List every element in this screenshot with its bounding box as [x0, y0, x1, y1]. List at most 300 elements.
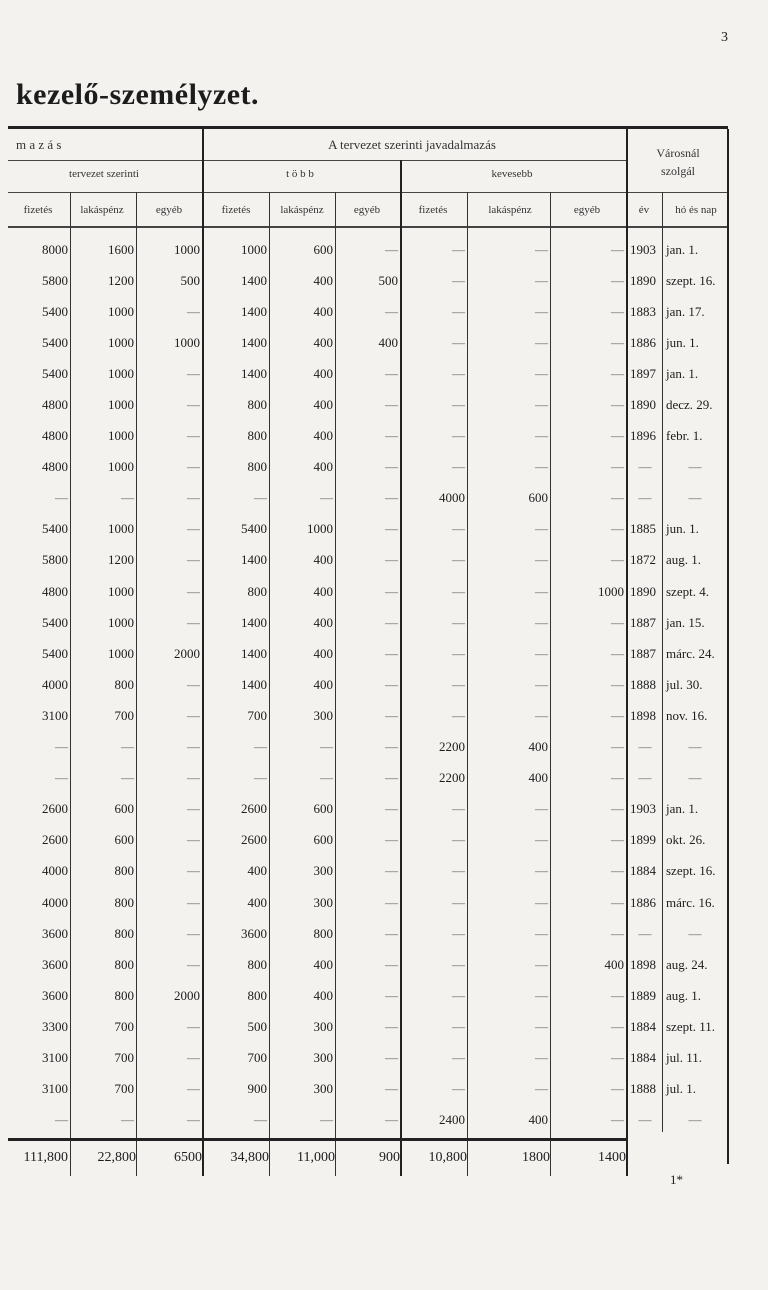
table-cell: —: [611, 241, 624, 257]
table-cell: 1886: [630, 334, 656, 350]
table-cell: —: [611, 770, 624, 786]
table-cell: 1200: [108, 272, 134, 288]
table-cell: 400: [313, 397, 333, 413]
table-cell: 800: [313, 925, 333, 941]
table-cell: 400: [313, 987, 333, 1003]
table-cell: —: [452, 552, 465, 568]
table-cell: 900: [247, 1081, 267, 1097]
table-cell: 800: [114, 676, 134, 692]
header-line-3: [8, 226, 728, 228]
table-cell: —: [187, 521, 200, 537]
table-row: [8, 265, 726, 296]
table-cell: 400: [313, 552, 333, 568]
table-cell: —: [535, 801, 548, 817]
table-cell: —: [611, 365, 624, 381]
table-cell: —: [611, 490, 624, 506]
table-cell: —: [385, 428, 398, 444]
table-cell: 800: [114, 863, 134, 879]
table-cell: 800: [247, 987, 267, 1003]
page-title: kezelő-személyzet.: [16, 78, 260, 111]
table-cell: 700: [114, 707, 134, 723]
table-cell: —: [452, 614, 465, 630]
table-cell: 3600: [42, 925, 68, 941]
table-cell: —: [535, 1018, 548, 1034]
top-rule: [8, 126, 728, 129]
table-cell: 500: [378, 272, 398, 288]
table-cell: 1886: [630, 894, 656, 910]
table-cell: —: [385, 521, 398, 537]
table-cell: —: [452, 334, 465, 350]
table-row: [8, 452, 726, 483]
table-cell: —: [611, 645, 624, 661]
table-cell: —: [611, 987, 624, 1003]
table-cell: —: [535, 956, 548, 972]
table-cell: —: [535, 987, 548, 1003]
table-cell: 600: [313, 832, 333, 848]
table-cell: —: [611, 832, 624, 848]
right-group-title-2: szolgál: [661, 164, 695, 178]
table-cell: —: [385, 925, 398, 941]
table-cell: —: [611, 925, 624, 941]
table-cell: 300: [313, 863, 333, 879]
table-cell: 1899: [630, 832, 656, 848]
table-cell: 3100: [42, 707, 68, 723]
table-cell: 4000: [439, 490, 465, 506]
table-cell: —: [187, 832, 200, 848]
table-cell: —: [55, 739, 68, 755]
table-cell: 5400: [42, 645, 68, 661]
table-cell: —: [452, 676, 465, 692]
table-cell: 1903: [630, 241, 656, 257]
table-cell: —: [452, 707, 465, 723]
table-cell: 1903: [630, 801, 656, 817]
table-cell: 5800: [42, 272, 68, 288]
table-cell: —: [187, 707, 200, 723]
total-cell: 10,800: [428, 1150, 467, 1165]
table-cell: 4800: [42, 397, 68, 413]
table-cell: —: [535, 459, 548, 475]
table-cell: 1400: [241, 334, 267, 350]
table-cell: 800: [247, 397, 267, 413]
table-cell: 500: [247, 1018, 267, 1034]
table-cell: —: [187, 676, 200, 692]
table-cell: —: [452, 303, 465, 319]
table-cell: —: [688, 925, 702, 941]
table-cell: 700: [247, 707, 267, 723]
table-cell: 1000: [108, 614, 134, 630]
col-header: fizetés: [23, 204, 53, 216]
table-row: [8, 1011, 726, 1042]
table-cell: —: [187, 490, 200, 506]
table-cell: —: [55, 1112, 68, 1128]
table-cell: 1884: [630, 863, 656, 879]
table-cell: —: [452, 801, 465, 817]
table-cell: —: [385, 801, 398, 817]
total-cell: 1400: [598, 1150, 626, 1165]
table-cell: 2000: [174, 987, 200, 1003]
col-header: lakáspénz: [488, 204, 532, 216]
table-cell: —: [187, 863, 200, 879]
table-cell: —: [55, 490, 68, 506]
table-cell: —: [320, 770, 333, 786]
table-cell: 1000: [108, 583, 134, 599]
table-cell: 800: [247, 956, 267, 972]
table-cell: szept. 4.: [666, 583, 709, 599]
table-cell: 400: [313, 645, 333, 661]
table-cell: —: [688, 770, 702, 786]
table-cell: —: [611, 459, 624, 475]
table-cell: —: [611, 397, 624, 413]
table-row: [8, 825, 726, 856]
total-cell: 34,800: [230, 1150, 269, 1165]
table-cell: 700: [114, 1081, 134, 1097]
table-cell: 400: [313, 614, 333, 630]
table-cell: 2600: [42, 801, 68, 817]
table-cell: 3600: [241, 925, 267, 941]
table-cell: 400: [313, 428, 333, 444]
table-cell: —: [688, 459, 702, 475]
table-cell: 1000: [108, 645, 134, 661]
table-cell: 1898: [630, 956, 656, 972]
table-cell: jun. 1.: [666, 334, 699, 350]
table-cell: —: [452, 925, 465, 941]
table-cell: —: [187, 365, 200, 381]
table-cell: —: [452, 956, 465, 972]
table-cell: 3600: [42, 987, 68, 1003]
table-cell: 1000: [174, 241, 200, 257]
table-cell: —: [611, 1081, 624, 1097]
table-cell: —: [121, 490, 134, 506]
col-header: hó és nap: [675, 204, 717, 216]
table-cell: jul. 1.: [666, 1081, 696, 1097]
table-cell: —: [535, 925, 548, 941]
table-cell: —: [452, 459, 465, 475]
table-row: [8, 358, 726, 389]
table-cell: —: [452, 365, 465, 381]
less-subgroup: kevesebb: [491, 168, 533, 180]
table-cell: —: [611, 428, 624, 444]
table-cell: 1000: [307, 521, 333, 537]
table-cell: 400: [528, 739, 548, 755]
table-cell: 2000: [174, 645, 200, 661]
table-cell: —: [385, 614, 398, 630]
table-cell: 700: [114, 1018, 134, 1034]
table-cell: —: [535, 365, 548, 381]
table-row: [8, 918, 726, 949]
table-cell: —: [385, 770, 398, 786]
table-cell: —: [535, 303, 548, 319]
table-cell: —: [611, 801, 624, 817]
totals-rule: [8, 1138, 626, 1141]
table-cell: —: [611, 1049, 624, 1065]
table-cell: —: [638, 1112, 652, 1128]
table-cell: 400: [604, 956, 624, 972]
table-cell: —: [452, 894, 465, 910]
table-cell: —: [187, 925, 200, 941]
table-cell: 800: [114, 925, 134, 941]
col-header: egyéb: [155, 204, 183, 216]
table-cell: 700: [114, 1049, 134, 1065]
table-row: [8, 1105, 726, 1136]
table-cell: —: [385, 365, 398, 381]
table-cell: —: [535, 894, 548, 910]
table-row: [8, 794, 726, 825]
table-cell: —: [121, 739, 134, 755]
table-cell: —: [452, 241, 465, 257]
table-cell: 1884: [630, 1018, 656, 1034]
table-cell: 500: [180, 272, 200, 288]
table-cell: —: [385, 863, 398, 879]
table-cell: 1890: [630, 397, 656, 413]
table-cell: —: [688, 1112, 702, 1128]
middle-group-title: A tervezet szerinti javadalmazás: [328, 137, 496, 152]
table-cell: —: [611, 1018, 624, 1034]
table-cell: —: [254, 490, 267, 506]
table-cell: —: [535, 272, 548, 288]
table-cell: —: [611, 863, 624, 879]
table-cell: —: [611, 1112, 624, 1128]
table-row: [8, 576, 726, 607]
table-cell: —: [254, 739, 267, 755]
table-cell: —: [535, 1081, 548, 1097]
table-cell: 400: [313, 303, 333, 319]
table-cell: jan. 1.: [666, 241, 699, 257]
table-cell: 400: [247, 863, 267, 879]
table-cell: —: [385, 241, 398, 257]
col-header: fizetés: [221, 204, 251, 216]
table-cell: —: [638, 739, 652, 755]
table-cell: szept. 11.: [666, 1018, 715, 1034]
table-cell: 3300: [42, 1018, 68, 1034]
table-cell: —: [385, 1112, 398, 1128]
table-cell: jul. 30.: [666, 676, 703, 692]
table-cell: —: [187, 303, 200, 319]
table-cell: 600: [528, 490, 548, 506]
table-cell: jan. 15.: [666, 614, 705, 630]
table-cell: —: [385, 707, 398, 723]
table-cell: 1872: [630, 552, 656, 568]
table-cell: 2600: [241, 832, 267, 848]
table-cell: 8000: [42, 241, 68, 257]
table-cell: —: [187, 1081, 200, 1097]
total-cell: 111,800: [23, 1150, 68, 1165]
total-cell: 6500: [174, 1150, 202, 1165]
table-cell: jan. 17.: [666, 303, 705, 319]
table-cell: —: [187, 428, 200, 444]
table-cell: —: [535, 676, 548, 692]
table-cell: 800: [247, 459, 267, 475]
table-row: [8, 545, 726, 576]
table-row: [8, 887, 726, 918]
table-cell: 300: [313, 1081, 333, 1097]
table-cell: 1400: [241, 272, 267, 288]
table-row: [8, 296, 726, 327]
table-cell: 400: [313, 334, 333, 350]
table-cell: —: [611, 303, 624, 319]
table-cell: jan. 1.: [666, 365, 699, 381]
table-cell: —: [535, 552, 548, 568]
table-cell: —: [187, 1112, 200, 1128]
table-cell: 1000: [108, 397, 134, 413]
table-row: [8, 1074, 726, 1105]
table-cell: 300: [313, 1049, 333, 1065]
table-cell: —: [452, 832, 465, 848]
table-cell: —: [187, 1018, 200, 1034]
table-cell: —: [121, 770, 134, 786]
table-cell: —: [611, 334, 624, 350]
table-cell: —: [535, 241, 548, 257]
table-cell: 1000: [108, 303, 134, 319]
table-cell: decz. 29.: [666, 397, 713, 413]
col-header: egyéb: [573, 204, 601, 216]
table-cell: —: [385, 832, 398, 848]
table-cell: —: [385, 303, 398, 319]
table-cell: 800: [247, 428, 267, 444]
table-cell: 1000: [598, 583, 624, 599]
table-cell: —: [611, 552, 624, 568]
table-cell: aug. 1.: [666, 987, 702, 1003]
table-cell: 4800: [42, 428, 68, 444]
table-cell: 5400: [42, 334, 68, 350]
table-cell: 5400: [42, 303, 68, 319]
table-cell: —: [535, 707, 548, 723]
table-cell: 2200: [439, 739, 465, 755]
table-cell: —: [187, 614, 200, 630]
table-cell: —: [535, 521, 548, 537]
table-cell: —: [187, 1049, 200, 1065]
table-cell: 1000: [108, 459, 134, 475]
table-row: [8, 763, 726, 794]
table-cell: 800: [114, 894, 134, 910]
footer-mark: 1*: [670, 1172, 683, 1187]
table-cell: —: [535, 614, 548, 630]
table-row: [8, 483, 726, 514]
table-cell: —: [638, 770, 652, 786]
table-row: [8, 980, 726, 1011]
table-cell: —: [611, 614, 624, 630]
table-row: [8, 327, 726, 358]
table-cell: —: [452, 397, 465, 413]
table-cell: 600: [114, 832, 134, 848]
table-cell: 1000: [108, 334, 134, 350]
table-cell: 2200: [439, 770, 465, 786]
table-cell: —: [385, 645, 398, 661]
table-cell: 300: [313, 1018, 333, 1034]
table-cell: —: [187, 739, 200, 755]
table-cell: 3600: [42, 956, 68, 972]
data-table: [8, 234, 726, 1136]
table-cell: —: [385, 987, 398, 1003]
col-header: fizetés: [418, 204, 448, 216]
table-cell: —: [688, 490, 702, 506]
table-cell: 600: [313, 241, 333, 257]
table-cell: —: [385, 1018, 398, 1034]
table-cell: 1887: [630, 614, 656, 630]
table-cell: —: [385, 552, 398, 568]
table-cell: —: [535, 645, 548, 661]
table-cell: 5400: [42, 521, 68, 537]
table-cell: 1200: [108, 552, 134, 568]
table-cell: —: [535, 832, 548, 848]
table-row: [8, 638, 726, 669]
table-row: [8, 421, 726, 452]
table-cell: 1889: [630, 987, 656, 1003]
table-cell: 1883: [630, 303, 656, 319]
table-cell: 1885: [630, 521, 656, 537]
table-cell: 600: [114, 801, 134, 817]
table-cell: 1898: [630, 707, 656, 723]
table-cell: —: [385, 676, 398, 692]
table-cell: —: [55, 770, 68, 786]
table-cell: 400: [247, 894, 267, 910]
table-cell: 1890: [630, 272, 656, 288]
table-cell: 300: [313, 707, 333, 723]
table-cell: —: [611, 894, 624, 910]
table-cell: —: [535, 334, 548, 350]
table-cell: 800: [114, 987, 134, 1003]
table-row: [8, 856, 726, 887]
col-line: [727, 129, 729, 1164]
more-subgroup: t ö b b: [286, 168, 314, 180]
table-cell: —: [385, 894, 398, 910]
table-cell: —: [187, 894, 200, 910]
table-row: [8, 949, 726, 980]
table-cell: —: [535, 863, 548, 879]
table-cell: 5400: [42, 365, 68, 381]
table-cell: —: [611, 521, 624, 537]
table-cell: 1400: [241, 645, 267, 661]
table-cell: szept. 16.: [666, 272, 716, 288]
table-cell: —: [187, 552, 200, 568]
table-cell: 1400: [241, 614, 267, 630]
table-cell: —: [187, 770, 200, 786]
table-cell: —: [385, 397, 398, 413]
table-cell: 1897: [630, 365, 656, 381]
table-cell: 400: [313, 676, 333, 692]
col-header: lakáspénz: [280, 204, 324, 216]
table-cell: 600: [313, 801, 333, 817]
total-cell: 11,000: [297, 1150, 335, 1165]
table-cell: —: [254, 1112, 267, 1128]
table-cell: 2400: [439, 1112, 465, 1128]
table-cell: 4000: [42, 676, 68, 692]
table-cell: 5800: [42, 552, 68, 568]
table-cell: —: [452, 272, 465, 288]
table-cell: —: [385, 1049, 398, 1065]
table-cell: 800: [114, 956, 134, 972]
table-row: [8, 234, 726, 265]
table-cell: —: [187, 583, 200, 599]
header-line-2: [8, 192, 728, 193]
table-cell: —: [385, 490, 398, 506]
table-cell: —: [385, 583, 398, 599]
table-cell: —: [385, 739, 398, 755]
table-cell: —: [638, 490, 652, 506]
table-cell: —: [452, 645, 465, 661]
table-cell: 1400: [241, 552, 267, 568]
col-header: lakáspénz: [80, 204, 124, 216]
table-cell: 400: [313, 459, 333, 475]
table-cell: 1000: [241, 241, 267, 257]
table-cell: —: [535, 397, 548, 413]
table-cell: nov. 16.: [666, 707, 708, 723]
table-row: [8, 389, 726, 420]
table-cell: febr. 1.: [666, 428, 703, 444]
table-cell: 4800: [42, 459, 68, 475]
table-cell: jan. 1.: [666, 801, 699, 817]
table-cell: okt. 26.: [666, 832, 706, 848]
table-cell: —: [638, 459, 652, 475]
